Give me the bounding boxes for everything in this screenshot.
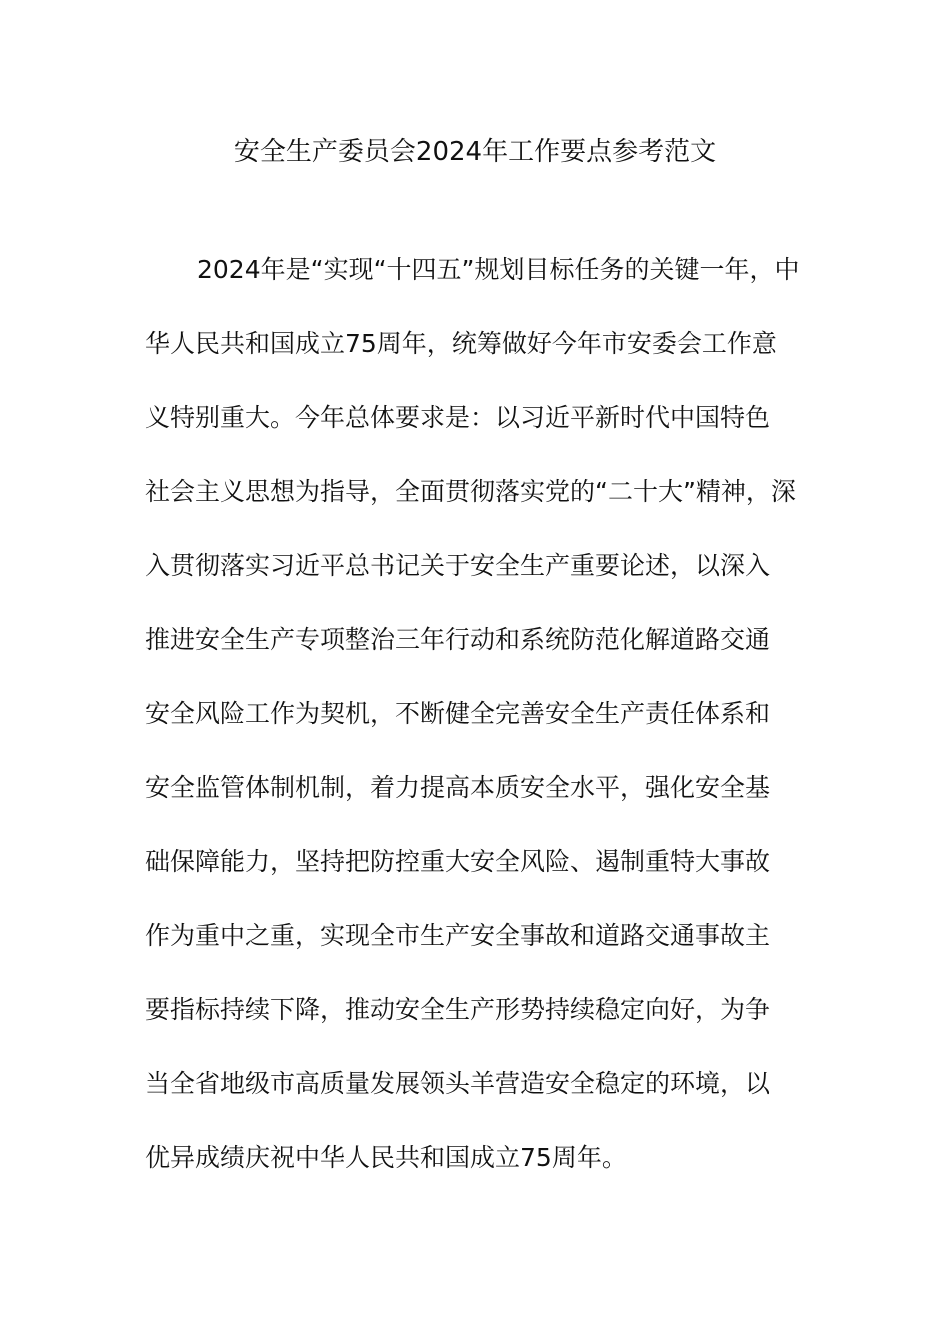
paragraph-line: 要指标持续下降，推动安全生产形势持续稳定向好，为争 — [145, 995, 771, 1024]
paragraph-line: 社会主义思想为指导，全面贯彻落实党的“二十大”精神，深 — [145, 477, 796, 506]
paragraph-line: 华人民共和国成立75周年，统筹做好今年市安委会工作意 — [145, 329, 777, 358]
paragraph-line: 础保障能力，坚持把防控重大安全风险、遏制重特大事故 — [145, 847, 771, 876]
paragraph-line: 优异成绩庆祝中华人民共和国成立75周年。 — [145, 1143, 627, 1172]
paragraph-line: 义特别重大。今年总体要求是：以习近平新时代中国特色 — [145, 403, 771, 432]
paragraph-line: 推进安全生产专项整治三年行动和系统防范化解道路交通 — [145, 625, 771, 654]
paragraph-line: 2024年是“实现“十四五”规划目标任务的关键一年，中 — [197, 255, 800, 284]
document-title: 安全生产委员会2024年工作要点参考范文 — [233, 137, 717, 167]
paragraph-line: 安全监管体制机制，着力提高本质安全水平，强化安全基 — [145, 773, 771, 802]
paragraph-line: 作为重中之重，实现全市生产安全事故和道路交通事故主 — [145, 921, 771, 950]
paragraph-line: 安全风险工作为契机，不断健全完善安全生产责任体系和 — [145, 699, 771, 728]
paragraph-line: 当全省地级市高质量发展领头羊营造安全稳定的环境，以 — [145, 1069, 771, 1098]
paragraph-line: 入贯彻落实习近平总书记关于安全生产重要论述，以深入 — [145, 551, 771, 580]
body-paragraph — [145, 248, 815, 1210]
